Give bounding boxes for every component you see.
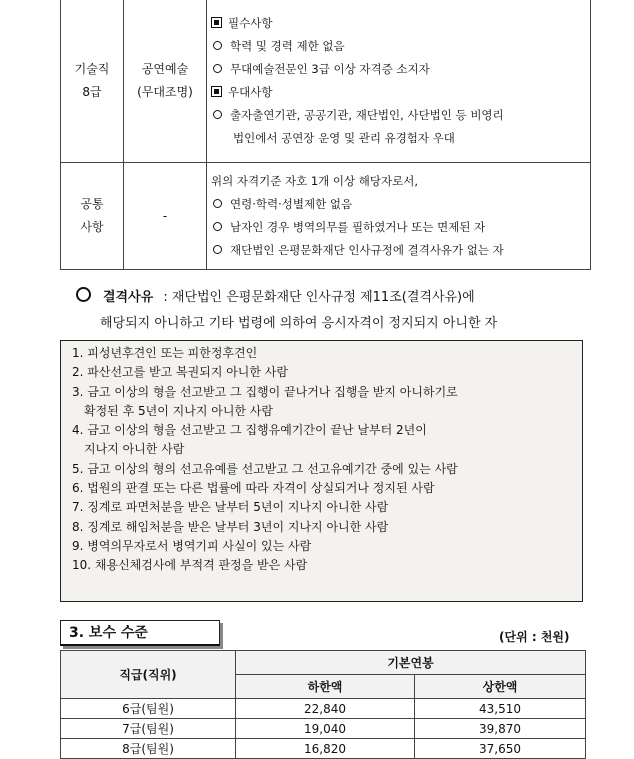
- high-cell: 37,650: [415, 739, 586, 759]
- section-title: 3. 보수 수준: [60, 620, 220, 646]
- grade-line: 공통: [80, 197, 104, 211]
- filled-square-icon: [211, 86, 222, 97]
- col-high-header: 상한액: [415, 675, 586, 699]
- list-item: 2. 파산선고를 받고 복권되지 아니한 사람: [72, 365, 288, 380]
- low-cell: 19,040: [236, 719, 415, 739]
- circle-bullet-icon: [213, 222, 222, 231]
- required-item: 학력 및 경력 제한 없음: [230, 38, 345, 53]
- list-item: 1. 피성년후견인 또는 피한정후견인: [72, 346, 258, 360]
- table-header-row: [61, 651, 586, 675]
- low-cell: 22,840: [236, 699, 415, 719]
- filled-square-icon: [211, 17, 222, 28]
- table-row: [61, 0, 591, 163]
- common-item: 재단법인 은평문화재단 인사규정에 결격사유가 없는 자: [230, 243, 504, 257]
- list-item: 8. 징계로 해임처분을 받은 날부터 3년이 지나지 아니한 사람: [72, 519, 389, 534]
- grade-cell: [61, 0, 124, 163]
- high-cell: 43,510: [415, 699, 586, 719]
- grade-line: 8급: [82, 84, 102, 99]
- grade-line: 사항: [80, 220, 104, 234]
- disqualification-text: : 재단법인 은평문화재단 인사규정 제11조(결격사유)에: [163, 290, 475, 305]
- required-header: 필수사항: [228, 15, 273, 30]
- grade-cell: 6급(팀원): [61, 699, 236, 719]
- circle-bullet-icon: [213, 64, 222, 73]
- list-item: 9. 병역의무자로서 병역기피 사실이 있는 사람: [72, 538, 312, 553]
- preferred-header: 우대사항: [228, 84, 273, 99]
- grade-line: 기술직: [74, 61, 110, 76]
- grade-cell: 7급(팀원): [61, 719, 236, 739]
- required-item: 무대예술전문인 3급 이상 자격증 소지자: [230, 61, 430, 76]
- common-item: 남자인 경우 병역의무를 필하였거나 또는 면제된 자: [230, 220, 486, 234]
- low-cell: 16,820: [236, 739, 415, 759]
- unit-label: (단위 : 천원): [499, 630, 570, 644]
- field-line: 공연예술: [141, 61, 189, 76]
- list-item: 5. 금고 이상의 형의 선고유예를 선고받고 그 선고유예기간 중에 있는 사람: [72, 461, 458, 476]
- field-cell: -: [124, 163, 207, 270]
- preferred-item-cont: 법인에서 공연장 운영 및 관리 유경험자 우대: [233, 130, 455, 145]
- qualification-table: [60, 0, 591, 270]
- list-item: 7. 징계로 파면처분을 받은 날부터 5년이 지나지 아니한 사람: [72, 500, 389, 515]
- table-row: [61, 719, 586, 739]
- grade-cell: 8급(팀원): [61, 739, 236, 759]
- col-low-header: 하한액: [236, 675, 415, 699]
- list-item-cont: 지나지 아니한 사람: [84, 442, 185, 457]
- table-row: [61, 163, 591, 270]
- disqualification-title: 결격사유: [103, 290, 154, 305]
- list-item: 6. 법원의 판결 또는 다른 법률에 따라 자격이 상실되거나 정지된 사람: [72, 481, 435, 496]
- disqualification-list: [60, 340, 583, 602]
- high-cell: 39,870: [415, 719, 586, 739]
- col-base-header: 기본연봉: [236, 651, 586, 675]
- circle-bullet-icon: [213, 245, 222, 254]
- col-grade-header: 직급(직위): [61, 651, 236, 699]
- requirements-cell: [207, 0, 591, 163]
- list-item: 4. 금고 이상의 형을 선고받고 그 집행유예기간이 끝난 날부터 2년이: [72, 423, 427, 438]
- common-requirements-cell: [207, 163, 591, 270]
- table-row: [61, 699, 586, 719]
- circle-bullet-icon: [213, 41, 222, 50]
- preferred-item: 출자출연기관, 공공기관, 재단법인, 사단법인 등 비영리: [230, 107, 504, 122]
- disqualification-heading: [76, 287, 475, 309]
- common-intro: 위의 자격기준 자호 1개 이상 해당자로서,: [211, 174, 418, 188]
- circle-bullet-icon: [213, 199, 222, 208]
- circle-bullet-icon: [213, 110, 222, 119]
- salary-table: [60, 650, 586, 759]
- grade-cell: [61, 163, 124, 270]
- circle-bullet-icon: [76, 287, 91, 302]
- list-item-cont: 확정된 후 5년이 지나지 아니한 사람: [84, 403, 273, 418]
- list-item: 3. 금고 이상의 형을 선고받고 그 집행이 끝나거나 집행을 받지 아니하기로: [72, 384, 458, 399]
- common-item: 연령·학력·성별제한 없음: [230, 197, 353, 211]
- disqualification-text-cont: 해당되지 아니하고 기타 법령에 의하여 응시자격이 정지되지 아니한 자: [100, 316, 498, 331]
- field-cell: [124, 0, 207, 163]
- field-line: (무대조명): [137, 84, 193, 99]
- list-item: 10. 채용신체검사에 부적격 판정을 받은 사람: [72, 558, 308, 573]
